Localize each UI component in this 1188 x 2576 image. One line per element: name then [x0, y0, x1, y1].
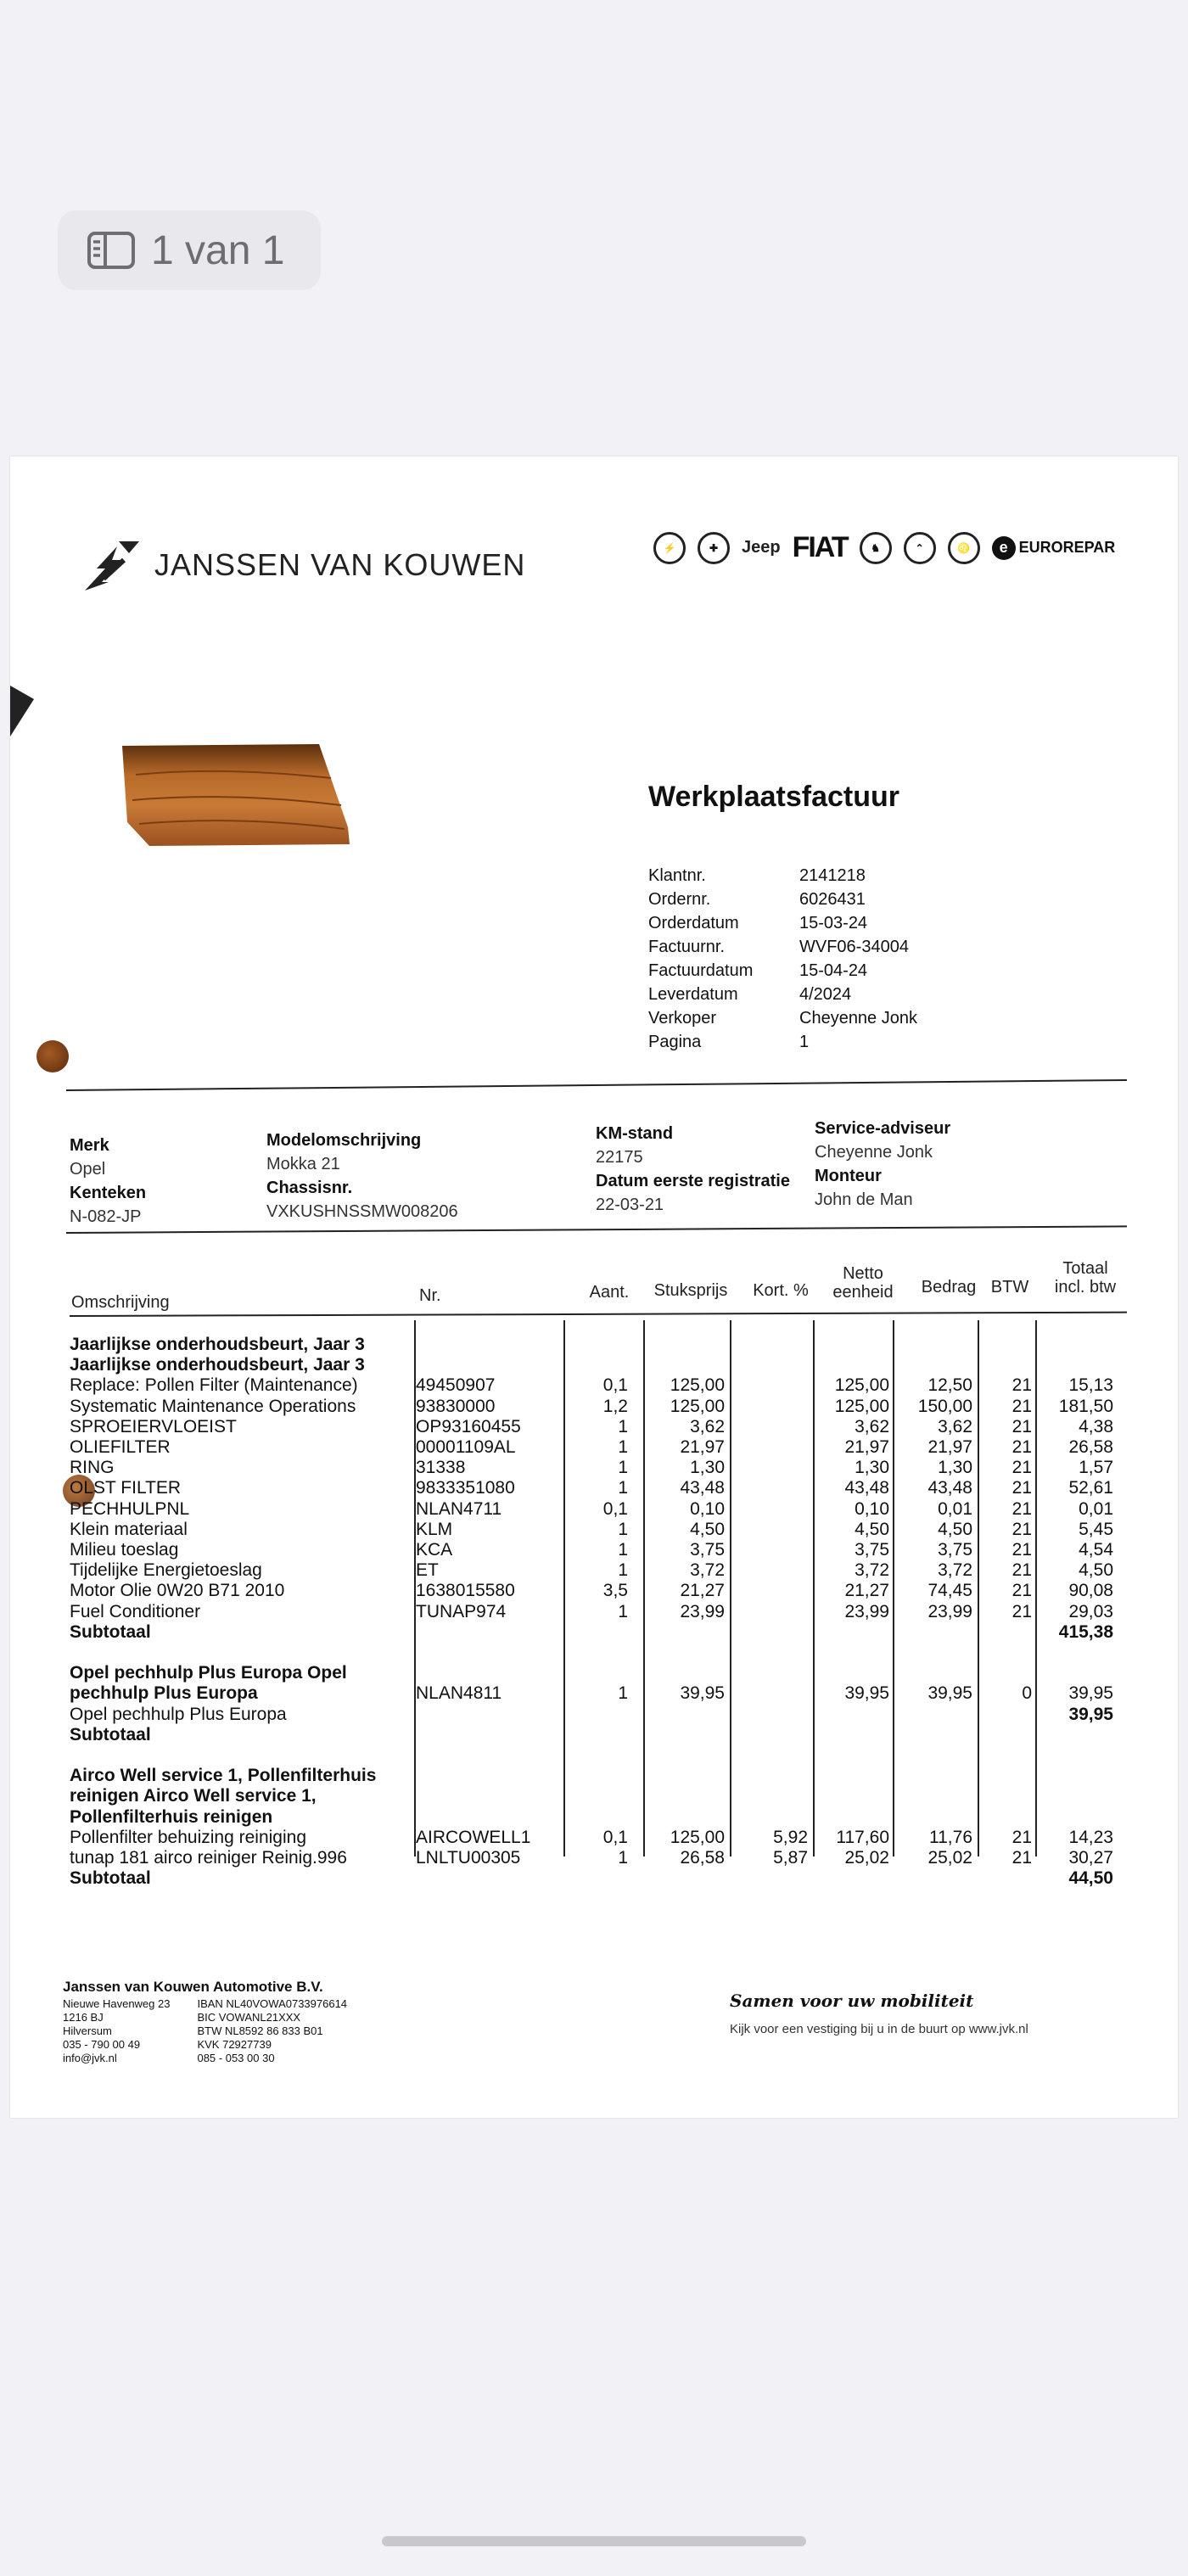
row-description: Tijdelijke Energietoeslag: [70, 1560, 262, 1581]
row-description: Replace: Pollen Filter (Maintenance): [70, 1375, 358, 1396]
meta-label: Factuurnr.: [648, 938, 726, 956]
model-label: Modelomschrijving: [266, 1131, 422, 1150]
row-description: OLIEFILTER: [70, 1437, 171, 1457]
row-article-number: 9833351080: [416, 1478, 515, 1498]
meta-row: [648, 938, 917, 961]
meta-value: 4/2024: [799, 985, 852, 1004]
alfa-romeo-logo-icon: ✚: [698, 532, 730, 564]
advisor-label: Service-adviseur: [815, 1119, 951, 1138]
monteur-value: John de Man: [815, 1190, 913, 1209]
sidebar-icon: [87, 231, 136, 270]
row-bedrag: 1,30: [938, 1458, 972, 1478]
table-row: [10, 1499, 1178, 1520]
row-aant: 1: [618, 1601, 628, 1621]
meta-value: Cheyenne Jonk: [799, 1009, 917, 1028]
row-description: PECHHULPNL: [70, 1498, 190, 1519]
row-btw: 21: [1011, 1396, 1032, 1416]
table-row: [10, 1520, 1178, 1540]
merk-label: Merk: [70, 1136, 109, 1155]
row-article-number: KCA: [416, 1540, 453, 1560]
page-indicator-label: 1 van 1: [151, 227, 285, 273]
citroen-logo-icon: ⌃: [904, 532, 936, 564]
row-stuk: 23,99: [680, 1601, 725, 1621]
meta-value: WVF06-34004: [799, 938, 909, 956]
meta-label: Pagina: [648, 1033, 702, 1051]
vehicle-col-brand: [70, 1134, 146, 1229]
row-aant: 1: [618, 1519, 628, 1539]
row-netto: 39,95: [844, 1683, 889, 1704]
table-row: [10, 1807, 1178, 1828]
table-row: [10, 1375, 1178, 1396]
row-stuk: 125,00: [670, 1396, 725, 1416]
header-totaal-line2: incl. btw: [1054, 1278, 1117, 1296]
table-row: [10, 1745, 1178, 1766]
meta-label: Orderdatum: [648, 914, 739, 932]
row-article-number: 49450907: [416, 1375, 496, 1396]
kenteken-value: N-082-JP: [70, 1207, 142, 1226]
row-description: Pollenfilter behuizing reiniging: [70, 1827, 307, 1847]
row-description: Pollenfilterhuis reinigen: [70, 1806, 273, 1827]
opel-logo-icon: ⚡: [653, 532, 686, 564]
table-row: [10, 1458, 1178, 1478]
advisor-value: Cheyenne Jonk: [815, 1143, 933, 1162]
meta-value: 15-03-24: [799, 914, 868, 932]
row-btw: 21: [1011, 1827, 1032, 1847]
footer-address-line: 035 - 790 00 49: [63, 2038, 141, 2051]
row-aant: 1: [618, 1560, 628, 1581]
row-netto: 43,48: [844, 1478, 889, 1498]
monteur-label: Monteur: [815, 1167, 882, 1185]
row-description: Opel pechhulp Plus Europa: [70, 1704, 287, 1724]
row-bedrag: 3,75: [938, 1540, 972, 1560]
header-netto-line1: Netto: [843, 1264, 883, 1283]
meta-value: 6026431: [799, 890, 866, 909]
subtotal-row: [10, 1868, 1178, 1889]
jeep-logo: Jeep: [742, 538, 781, 557]
row-aant: 1: [618, 1683, 628, 1704]
header-totaal-line1: Totaal: [1062, 1259, 1108, 1278]
company-footer: [63, 1980, 347, 2065]
row-btw: 21: [1011, 1375, 1032, 1396]
row-bedrag: 0,01: [938, 1498, 972, 1519]
row-totaal: 44,50: [1068, 1868, 1113, 1889]
km-value: 22175: [596, 1148, 643, 1167]
table-row: [10, 1828, 1178, 1848]
table-row: [10, 1478, 1178, 1498]
footer-slogan-sub: Kijk voor een vestiging bij u in de buurt op www.jvk.nl: [730, 2022, 1028, 2036]
peugeot-logo-icon: ♌: [948, 532, 980, 564]
model-value: Mokka 21: [266, 1155, 340, 1173]
table-row: [10, 1766, 1178, 1786]
row-netto: 3,72: [855, 1560, 889, 1581]
header-kort: Kort. %: [753, 1281, 809, 1300]
row-article-number: NLAN4711: [416, 1498, 502, 1519]
row-article-number: 31338: [416, 1458, 466, 1478]
row-stuk: 1,30: [690, 1458, 725, 1478]
meta-row: [648, 866, 917, 890]
footer-company-name: Janssen van Kouwen Automotive B.V.: [63, 1979, 323, 1995]
row-article-number: LNLTU00305: [416, 1848, 521, 1868]
row-netto: 21,97: [844, 1437, 889, 1457]
row-article-number: 1638015580: [416, 1581, 515, 1601]
table-row: [10, 1663, 1178, 1683]
row-aant: 1: [618, 1458, 628, 1478]
footer-address-line: Nieuwe Havenweg 23: [63, 1997, 171, 2010]
row-btw: 21: [1011, 1848, 1032, 1868]
row-description: pechhulp Plus Europa: [70, 1683, 258, 1704]
row-kort: 5,92: [773, 1827, 808, 1847]
header-omschrijving: Omschrijving: [71, 1293, 170, 1312]
table-row: [10, 1335, 1178, 1355]
header-aant: Aant.: [589, 1283, 630, 1302]
row-description: Klein materiaal: [70, 1519, 188, 1539]
row-description: Opel pechhulp Plus Europa Opel: [70, 1663, 347, 1683]
row-description: Airco Well service 1, Pollenfilterhuis: [70, 1766, 377, 1786]
row-totaal: 0,01: [1079, 1498, 1113, 1519]
footer-address-line: 1216 BJ: [63, 2011, 104, 2024]
row-aant: 3,5: [602, 1581, 628, 1601]
meta-value: 15-04-24: [799, 961, 868, 980]
row-stuk: 21,97: [680, 1437, 725, 1457]
table-row: [10, 1355, 1178, 1375]
table-row: [10, 1540, 1178, 1560]
row-btw: 21: [1011, 1519, 1032, 1539]
row-stuk: 3,75: [690, 1540, 725, 1560]
meta-row: [648, 890, 917, 914]
vehicle-col-km: [596, 1122, 790, 1217]
table-row: [10, 1581, 1178, 1601]
row-netto: 21,27: [844, 1581, 889, 1601]
footer-bank-line: KVK 72927739: [197, 2038, 272, 2051]
row-aant: 1: [618, 1540, 628, 1560]
row-article-number: TUNAP974: [416, 1601, 507, 1621]
subtotal-row: [10, 1622, 1178, 1643]
row-totaal: 15,13: [1068, 1375, 1113, 1396]
row-bedrag: 3,72: [938, 1560, 972, 1581]
row-bedrag: 25,02: [927, 1848, 972, 1868]
divider: [66, 1079, 1127, 1091]
row-description: SPROEIERVLOEIST: [70, 1416, 237, 1436]
row-netto: 0,10: [855, 1498, 889, 1519]
row-totaal: 39,95: [1068, 1704, 1113, 1724]
header-bedrag: Bedrag: [921, 1278, 977, 1296]
row-bedrag: 3,62: [938, 1416, 972, 1436]
kenteken-label: Kenteken: [70, 1184, 147, 1202]
row-totaal: 4,38: [1079, 1416, 1113, 1436]
row-bedrag: 74,45: [927, 1581, 972, 1601]
table-row: [10, 1417, 1178, 1437]
home-indicator[interactable]: [382, 2536, 806, 2546]
row-description: reinigen Airco Well service 1,: [70, 1786, 317, 1806]
row-article-number: 00001109AL: [416, 1437, 516, 1457]
table-row: [10, 1643, 1178, 1663]
row-aant: 1: [618, 1437, 628, 1457]
row-stuk: 39,95: [680, 1683, 725, 1704]
footer-bank: [197, 1997, 347, 2065]
header-totaal: [1044, 1259, 1127, 1296]
row-netto: 3,62: [855, 1416, 889, 1436]
invoice-meta: [648, 866, 917, 1056]
row-description: OLST FILTER: [70, 1478, 182, 1498]
row-netto: 1,30: [855, 1458, 889, 1478]
row-stuk: 3,72: [690, 1560, 725, 1581]
meta-row: [648, 985, 917, 1009]
row-totaal: 30,27: [1068, 1848, 1113, 1868]
row-article-number: KLM: [416, 1519, 453, 1539]
row-stuk: 21,27: [680, 1581, 725, 1601]
chassis-label: Chassisnr.: [266, 1179, 353, 1197]
row-netto: 25,02: [844, 1848, 889, 1868]
row-btw: 21: [1011, 1437, 1032, 1457]
row-description: Fuel Conditioner: [70, 1601, 201, 1621]
meta-value: 2141218: [799, 866, 866, 885]
vehicle-info: [70, 1119, 1130, 1227]
row-stuk: 26,58: [680, 1848, 725, 1868]
header-stuksprijs: Stuksprijs: [653, 1281, 728, 1300]
row-bedrag: 12,50: [927, 1375, 972, 1396]
registration-value: 22-03-21: [596, 1196, 664, 1214]
vehicle-col-advisor: [815, 1117, 950, 1212]
row-stuk: 0,10: [690, 1498, 725, 1519]
row-aant: 1: [618, 1416, 628, 1436]
meta-row: [648, 961, 917, 985]
row-totaal: 90,08: [1068, 1581, 1113, 1601]
row-totaal: 1,57: [1079, 1458, 1113, 1478]
meta-label: Verkoper: [648, 1009, 717, 1028]
row-totaal: 14,23: [1068, 1827, 1113, 1847]
table-header: [10, 1259, 1178, 1315]
km-label: KM-stand: [596, 1124, 674, 1143]
row-stuk: 125,00: [670, 1375, 725, 1396]
row-btw: 21: [1011, 1540, 1032, 1560]
row-bedrag: 21,97: [927, 1437, 972, 1457]
row-stuk: 4,50: [690, 1519, 725, 1539]
row-article-number: OP93160455: [416, 1416, 521, 1436]
meta-label: Klantnr.: [648, 866, 706, 885]
row-aant: 0,1: [602, 1827, 628, 1847]
invoice-page: [10, 456, 1178, 2118]
jvk-logo-icon: [80, 535, 143, 596]
meta-label: Ordernr.: [648, 890, 711, 909]
fiat-logo: FIAT: [792, 531, 848, 563]
eurorepar-e-icon: e: [992, 536, 1016, 560]
row-article-number: ET: [416, 1560, 439, 1581]
footer-address: [63, 1997, 170, 2065]
row-stuk: 43,48: [680, 1478, 725, 1498]
row-totaal: 415,38: [1058, 1621, 1113, 1642]
row-description: Jaarlijkse onderhoudsbeurt, Jaar 3: [70, 1335, 365, 1354]
row-btw: 21: [1011, 1601, 1032, 1621]
row-totaal: 29,03: [1068, 1601, 1113, 1621]
row-btw: 21: [1011, 1498, 1032, 1519]
header-netto: [825, 1264, 901, 1302]
table-row: [10, 1437, 1178, 1458]
row-aant: 1,2: [602, 1396, 628, 1416]
row-totaal: 39,95: [1068, 1683, 1113, 1704]
footer-bank-line: BTW NL8592 86 833 B01: [197, 2024, 323, 2037]
row-btw: 21: [1011, 1560, 1032, 1581]
row-description: Jaarlijkse onderhoudsbeurt, Jaar 3: [70, 1355, 365, 1375]
page-indicator[interactable]: [58, 210, 321, 290]
row-description: Systematic Maintenance Operations: [70, 1396, 356, 1416]
row-netto: 125,00: [834, 1396, 889, 1416]
row-totaal: 4,54: [1079, 1540, 1113, 1560]
row-bedrag: 43,48: [927, 1478, 972, 1498]
meta-label: Factuurdatum: [648, 961, 754, 980]
table-row: [10, 1786, 1178, 1806]
row-description: Subtotaal: [70, 1724, 151, 1744]
row-btw: 0: [1022, 1683, 1032, 1704]
row-bedrag: 11,76: [929, 1827, 972, 1847]
row-description: Milieu toeslag: [70, 1540, 179, 1560]
row-btw: 21: [1011, 1581, 1032, 1601]
row-aant: 1: [618, 1848, 628, 1868]
row-article-number: NLAN4811: [416, 1683, 502, 1704]
header-btw: BTW: [990, 1278, 1029, 1296]
row-stuk: 3,62: [690, 1416, 725, 1436]
footer-slogan: Samen voor uw mobiliteit: [730, 1991, 974, 2011]
row-btw: 21: [1011, 1458, 1032, 1478]
table-row: [10, 1397, 1178, 1417]
row-aant: 0,1: [602, 1498, 628, 1519]
table-row: [10, 1848, 1178, 1868]
subtotal-row: [10, 1725, 1178, 1745]
wood-stamp-image: [119, 741, 353, 851]
abarth-logo-icon: ♞: [860, 532, 892, 564]
row-netto: 125,00: [834, 1375, 889, 1396]
meta-row: [648, 1033, 917, 1056]
row-netto: 4,50: [855, 1519, 889, 1539]
row-description: Motor Olie 0W20 B71 2010: [70, 1581, 285, 1601]
table-row: [10, 1705, 1178, 1725]
footer-bank-line: IBAN NL40VOWA0733976614: [197, 1997, 348, 2010]
vehicle-col-model: [266, 1128, 458, 1224]
punch-hole: [36, 1040, 69, 1072]
header-netto-line2: eenheid: [832, 1283, 894, 1302]
row-bedrag: 4,50: [938, 1519, 972, 1539]
row-netto: 117,60: [836, 1827, 889, 1847]
row-article-number: 93830000: [416, 1396, 496, 1416]
row-netto: 3,75: [855, 1540, 889, 1560]
row-aant: 0,1: [602, 1375, 628, 1396]
table-row: [10, 1602, 1178, 1622]
row-totaal: 4,50: [1079, 1560, 1113, 1581]
row-bedrag: 23,99: [927, 1601, 972, 1621]
row-stuk: 125,00: [670, 1827, 725, 1847]
row-description: Subtotaal: [70, 1868, 151, 1889]
invoice-title: Werkplaatsfactuur: [648, 781, 900, 813]
brand-logos: [653, 531, 1115, 564]
eurorepar-logo: e EUROREPAR: [992, 536, 1116, 560]
row-kort: 5,87: [773, 1848, 808, 1868]
row-totaal: 52,61: [1068, 1478, 1113, 1498]
header-nr: Nr.: [419, 1286, 441, 1305]
footer-address-line: info@jvk.nl: [63, 2052, 117, 2064]
row-totaal: 5,45: [1079, 1519, 1113, 1539]
merk-value: Opel: [70, 1160, 106, 1179]
row-bedrag: 39,95: [927, 1683, 972, 1704]
meta-row: [648, 914, 917, 938]
registration-label: Datum eerste registratie: [596, 1172, 790, 1190]
table-row: [10, 1683, 1178, 1704]
row-netto: 23,99: [844, 1601, 889, 1621]
scan-mark: [10, 686, 34, 736]
row-btw: 21: [1011, 1416, 1032, 1436]
row-btw: 21: [1011, 1478, 1032, 1498]
row-description: tunap 181 airco reiniger Reinig.996: [70, 1848, 347, 1868]
row-article-number: AIRCOWELL1: [416, 1827, 531, 1847]
footer-bank-line: 085 - 053 00 30: [197, 2052, 275, 2064]
chassis-value: VXKUSHNSSMW008206: [266, 1202, 458, 1221]
row-totaal: 181,50: [1058, 1396, 1113, 1416]
row-description: RING: [70, 1458, 115, 1478]
company-logo: [80, 535, 525, 596]
meta-label: Leverdatum: [648, 985, 738, 1004]
row-aant: 1: [618, 1478, 628, 1498]
footer-bank-line: BIC VOWANL21XXX: [197, 2011, 301, 2024]
meta-value: 1: [799, 1033, 810, 1051]
row-description: Subtotaal: [70, 1621, 151, 1642]
company-logo-text: JANSSEN VAN KOUWEN: [154, 547, 526, 582]
row-totaal: 26,58: [1068, 1437, 1113, 1457]
row-bedrag: 150,00: [917, 1396, 972, 1416]
table-row: [10, 1560, 1178, 1581]
meta-row: [648, 1009, 917, 1033]
footer-address-line: Hilversum: [63, 2024, 112, 2037]
